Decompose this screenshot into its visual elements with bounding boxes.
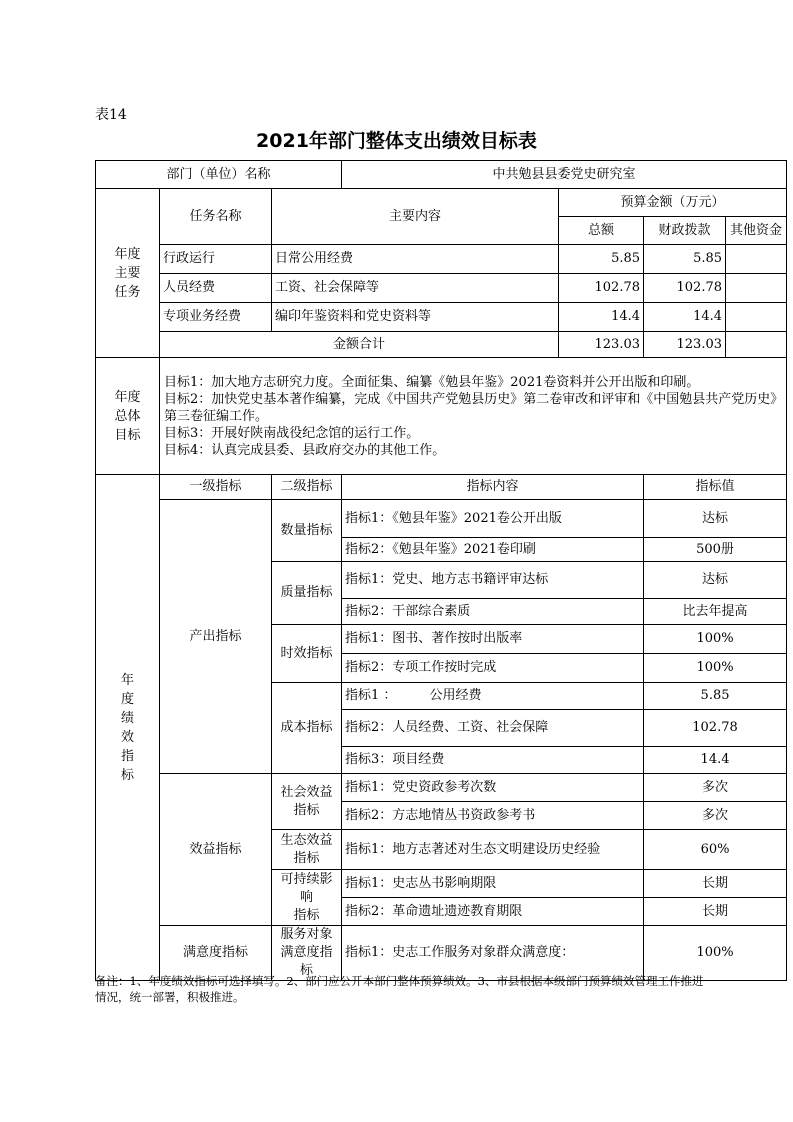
indicator-value: 5.85 xyxy=(644,683,787,710)
task-name: 行政运行 xyxy=(160,245,272,274)
indicator-value: 102.78 xyxy=(644,710,787,747)
indicator-content: 指标1：《勉县年鉴》2021卷公开出版 xyxy=(342,500,644,538)
indicator-value: 达标 xyxy=(644,562,787,599)
benefit-indicator-label: 效益指标 xyxy=(160,774,272,926)
department-value: 中共勉县县委党史研究室 xyxy=(342,161,787,189)
indicator-section-label: 年 度 绩 效 指 标 xyxy=(96,475,160,981)
indicator-row xyxy=(96,500,787,538)
goal-item: 目标2：加快党史基本著作编纂，完成《中国共产党勉县历史》第二卷审改和评审和《中国勉县共产党历史》第三卷征编工作。 xyxy=(164,391,777,424)
indicator-content: 指标2：人员经费、工资、社会保障 xyxy=(342,710,644,747)
goal-item: 目标1：加大地方志研究力度。全面征集、编纂《勉县年鉴》2021卷资料并公开出版和印刷。 xyxy=(164,374,700,390)
indicator-value: 100% xyxy=(644,654,787,683)
task-total: 14.4 xyxy=(559,303,644,332)
table-number: 表14 xyxy=(95,107,127,123)
col-main-content: 主要内容 xyxy=(272,189,559,245)
indicator-value: 长期 xyxy=(644,870,787,898)
indicator-value: 达标 xyxy=(644,500,787,538)
sum-total: 123.03 xyxy=(559,332,644,358)
indicator-content: 指标1：史志工作服务对象群众满意度： xyxy=(342,926,644,981)
cost-indicator-label: 成本指标 xyxy=(272,683,342,774)
indicator-value: 100% xyxy=(644,625,787,654)
footnote: 备注：1、年度绩效指标可选择填写。2、部门应公开本部门整体预算绩效。3、市县根据本级部门预算绩效管理工作推进情况，统一部署，积极推进。 xyxy=(95,974,704,1004)
task-other xyxy=(726,274,787,303)
indicator-value: 60% xyxy=(644,830,787,870)
col-level1: 一级指标 xyxy=(160,475,272,500)
col-indicator-value: 指标值 xyxy=(644,475,787,500)
service-satisfaction-label: 服务对象 满意度指标 xyxy=(272,926,342,981)
task-fiscal: 14.4 xyxy=(644,303,726,332)
col-level2: 二级指标 xyxy=(272,475,342,500)
task-section-label: 年度 主要 任务 xyxy=(96,189,160,358)
indicator-content: 指标2：干部综合素质 xyxy=(342,599,644,625)
task-sum-row xyxy=(96,332,787,358)
sum-fiscal: 123.03 xyxy=(644,332,726,358)
task-name: 人员经费 xyxy=(160,274,272,303)
task-total: 102.78 xyxy=(559,274,644,303)
sum-other xyxy=(726,332,787,358)
goal-item: 目标3：开展好陕南战役纪念馆的运行工作。 xyxy=(164,425,420,441)
page-title: 2021年部门整体支出绩效目标表 xyxy=(256,130,537,152)
task-row xyxy=(96,303,787,332)
indicator-header-row xyxy=(96,475,787,500)
performance-target-table xyxy=(95,160,787,981)
indicator-value: 多次 xyxy=(644,802,787,830)
task-fiscal: 102.78 xyxy=(644,274,726,303)
task-name: 专项业务经费 xyxy=(160,303,272,332)
indicator-value: 100% xyxy=(644,926,787,981)
sustainable-impact-label: 可持续影响 指标 xyxy=(272,870,342,926)
indicator-content: 指标1：史志丛书影响期限 xyxy=(342,870,644,898)
col-indicator-content: 指标内容 xyxy=(342,475,644,500)
indicator-content: 指标1：图书、著作按时出版率 xyxy=(342,625,644,654)
indicator-value: 500册 xyxy=(644,538,787,562)
col-other: 其他资金 xyxy=(726,217,787,245)
task-content: 编印年鉴资料和党史资料等 xyxy=(272,303,559,332)
department-label: 部门（单位）名称 xyxy=(96,161,342,189)
indicator-row xyxy=(96,774,787,802)
task-content: 工资、社会保障等 xyxy=(272,274,559,303)
task-other xyxy=(726,303,787,332)
task-content: 日常公用经费 xyxy=(272,245,559,274)
satisfaction-indicator-label: 满意度指标 xyxy=(160,926,272,981)
indicator-value: 长期 xyxy=(644,898,787,926)
indicator-value: 14.4 xyxy=(644,747,787,774)
indicator-content: 指标1 ： 公用经费 xyxy=(342,683,644,710)
quantity-indicator-label: 数量指标 xyxy=(272,500,342,562)
indicator-value: 多次 xyxy=(644,774,787,802)
indicator-content: 指标1：党史资政参考次数 xyxy=(342,774,644,802)
col-budget-amount: 预算金额（万元） xyxy=(559,189,787,217)
quality-indicator-label: 质量指标 xyxy=(272,562,342,625)
indicator-content: 指标1：地方志著述对生态文明建设历史经验 xyxy=(342,830,644,870)
task-fiscal: 5.85 xyxy=(644,245,726,274)
ecological-benefit-label: 生态效益 指标 xyxy=(272,830,342,870)
indicator-content: 指标2：《勉县年鉴》2021卷印刷 xyxy=(342,538,644,562)
task-row xyxy=(96,245,787,274)
sum-label: 金额合计 xyxy=(160,332,559,358)
goals-content xyxy=(160,358,787,475)
goals-row xyxy=(96,358,787,475)
indicator-content: 指标3：项目经费 xyxy=(342,747,644,774)
task-header-row xyxy=(96,189,787,217)
task-row xyxy=(96,274,787,303)
indicator-content: 指标1：党史、地方志书籍评审达标 xyxy=(342,562,644,599)
indicator-content: 指标2：方志地情丛书资政参考书 xyxy=(342,802,644,830)
col-fiscal: 财政拨款 xyxy=(644,217,726,245)
goals-section-label: 年度 总体 目标 xyxy=(96,358,160,475)
timeliness-indicator-label: 时效指标 xyxy=(272,625,342,683)
task-other xyxy=(726,245,787,274)
department-row xyxy=(96,161,787,189)
indicator-value: 比去年提高 xyxy=(644,599,787,625)
output-indicator-label: 产出指标 xyxy=(160,500,272,774)
indicator-content: 指标2：专项工作按时完成 xyxy=(342,654,644,683)
indicator-content: 指标2：革命遗址遗迹教育期限 xyxy=(342,898,644,926)
task-total: 5.85 xyxy=(559,245,644,274)
social-benefit-label: 社会效益 指标 xyxy=(272,774,342,830)
col-task-name: 任务名称 xyxy=(160,189,272,245)
col-total: 总额 xyxy=(559,217,644,245)
goal-item: 目标4：认真完成县委、县政府交办的其他工作。 xyxy=(164,442,446,458)
